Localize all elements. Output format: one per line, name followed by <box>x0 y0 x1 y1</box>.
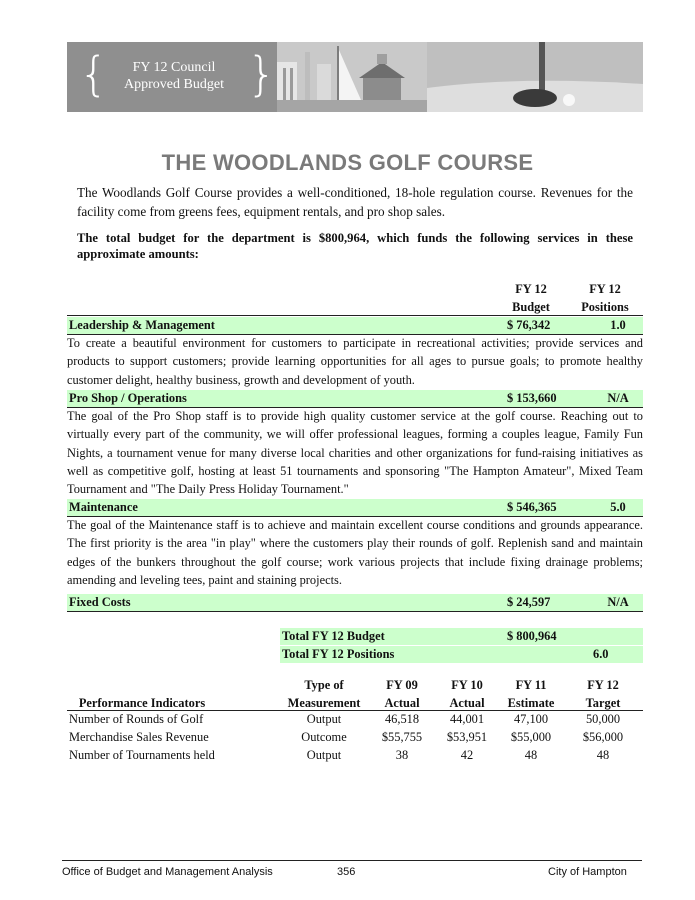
golf-green-icon <box>427 42 643 112</box>
fy09-header-line1: FY 09 <box>386 678 418 692</box>
footer-office: Office of Budget and Management Analysis <box>62 866 273 878</box>
total-positions-value: 6.0 <box>593 647 609 661</box>
total-budget-label: Total FY 12 Budget <box>282 629 385 643</box>
fy12-cell: $56,000 <box>582 730 624 744</box>
intro-paragraph: The Woodlands Golf Course provides a well-conditioned, 18-hole regulation course. Revenues for the facility come from greens fees, equipment rentals, and pro shop sales. <box>77 185 633 219</box>
table-row <box>67 712 643 729</box>
indicator-header: Performance Indicators <box>78 696 206 710</box>
banner-line-1: FY 12 Council <box>132 60 216 75</box>
total-budget-statement: The total budget for the department is $800,964, which funds the following services in these approximate amounts: <box>77 231 633 261</box>
fy11-cell: 48 <box>524 748 538 762</box>
fy09-cell: 46,518 <box>384 712 420 726</box>
positions-column-header <box>574 280 636 316</box>
fy10-header-line2: Actual <box>449 696 485 710</box>
budget-header-line2: Budget <box>512 300 550 314</box>
banner-photo-art <box>277 42 643 112</box>
service-name: Leadership & Management <box>69 318 215 332</box>
service-positions: 1.0 <box>610 318 626 332</box>
budget-header-line1: FY 12 <box>515 282 547 296</box>
right-brace-icon: } <box>247 47 277 101</box>
service-description-pro-shop: The goal of the Pro Shop staff is to provide high quality customer service at the golf course. Reaching out to virtually every part of the community, we will offer professional leagues, forming a couples league, Family Fun Nights, a tournament venue for many diverse local charities and other organizations for fund-raising initiatives as well as competitive golf, hosting at least 51 tournaments and sponsoring "The Hampton Amateur", Mixed Team Tournament and "The Daily Press Holiday Tournament." <box>67 409 643 497</box>
fy09-cell: $55,755 <box>381 730 423 744</box>
fy11-cell: 47,100 <box>513 712 549 726</box>
fy09-header-line2: Actual <box>384 696 420 710</box>
indicator-cell: Number of Rounds of Golf <box>69 712 204 726</box>
budget-column-header <box>500 280 562 316</box>
total-positions-row <box>280 646 643 663</box>
positions-header-line1: FY 12 <box>589 282 621 296</box>
service-description-leadership: To create a beautiful environment for customers to participate in recreational activities; provide services and products to support customers; provide learning opportunities for all ages to pursue goals; to promote healthy customer delight, healthy business, growth and development of youth. <box>67 336 643 387</box>
table-row <box>67 748 643 765</box>
banner-label-panel <box>67 42 277 112</box>
service-budget: $ 76,342 <box>507 318 551 332</box>
fy11-header-line1: FY 11 <box>515 678 547 692</box>
footer-divider <box>62 860 642 861</box>
fy12-cell: 50,000 <box>585 712 621 726</box>
banner-text <box>107 59 241 93</box>
footer-page-number: 356 <box>337 866 356 878</box>
service-budget: $ 24,597 <box>507 595 551 609</box>
positions-header-line2: Positions <box>581 300 629 314</box>
service-budget: $ 153,660 <box>507 391 557 405</box>
type-header-line2: Measurement <box>287 696 361 710</box>
total-positions-label: Total FY 12 Positions <box>282 647 395 661</box>
type-cell: Outcome <box>301 730 347 744</box>
fy12-cell: 48 <box>596 748 610 762</box>
total-budget-row <box>280 628 643 645</box>
service-row-leadership <box>67 317 643 335</box>
fy10-cell: 42 <box>460 748 474 762</box>
fy12-header-line2: Target <box>585 696 621 710</box>
fy10-cell: $53,951 <box>446 730 488 744</box>
page-title: THE WOODLANDS GOLF COURSE <box>161 150 534 175</box>
type-header-line1: Type of <box>304 678 344 692</box>
performance-header <box>67 677 643 713</box>
service-budget: $ 546,365 <box>507 500 557 514</box>
indicator-cell: Merchandise Sales Revenue <box>69 730 209 744</box>
total-budget-value: $ 800,964 <box>507 629 557 643</box>
service-row-pro-shop <box>67 390 643 408</box>
fy11-cell: $55,000 <box>510 730 552 744</box>
banner-line-2: Approved Budget <box>124 77 224 92</box>
footer-city: City of Hampton <box>548 866 627 878</box>
indicator-cell: Number of Tournaments held <box>69 748 215 762</box>
service-positions: N/A <box>607 595 629 609</box>
service-row-maintenance <box>67 499 643 517</box>
fy10-cell: 44,001 <box>449 712 485 726</box>
service-positions: N/A <box>607 391 629 405</box>
fy11-header-line2: Estimate <box>507 696 555 710</box>
fy12-header-line1: FY 12 <box>587 678 619 692</box>
table-row <box>67 730 643 747</box>
service-description-maintenance: The goal of the Maintenance staff is to achieve and maintain excellent course conditions and grounds appearance. The first priority is the area "in play" where the customers play their rounds of golf. Replenish sand and maintain edges of the bunkers throughout the golf course; work various projects that include fixing drainage problems; amending and leveling tees, paint and staining projects. <box>67 518 643 587</box>
service-positions: 5.0 <box>610 500 626 514</box>
service-row-fixed-costs <box>67 594 643 612</box>
service-name: Maintenance <box>69 500 138 514</box>
banner-photo <box>277 42 643 112</box>
fy09-cell: 38 <box>395 748 409 762</box>
header-banner <box>67 42 643 112</box>
type-cell: Output <box>306 748 342 762</box>
fy10-header-line1: FY 10 <box>451 678 483 692</box>
type-cell: Output <box>306 712 342 726</box>
left-brace-icon: { <box>79 47 109 101</box>
service-name: Pro Shop / Operations <box>69 391 187 405</box>
service-name: Fixed Costs <box>69 595 131 609</box>
